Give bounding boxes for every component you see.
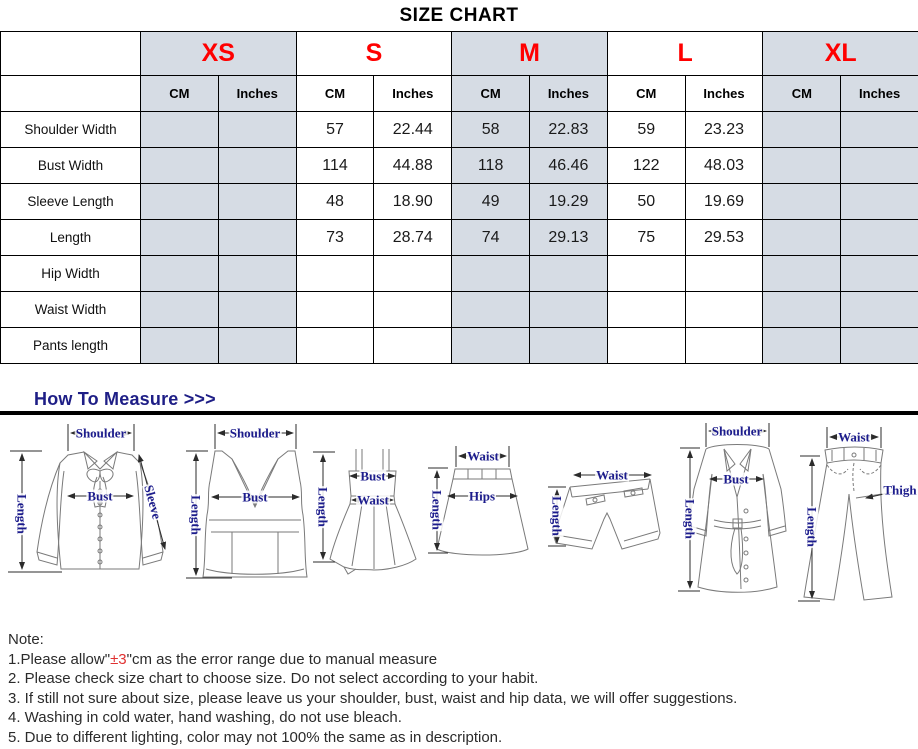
table-cell (763, 112, 841, 148)
measurement-figures (0, 419, 918, 622)
table-cell: 44.88 (374, 148, 452, 184)
unit-header: CM (141, 76, 219, 112)
note-line-3: 3. If still not sure about size, please leave us your shoulder, bust, waist and hip data, we will offer suggestions. (8, 689, 738, 707)
table-cell (296, 328, 374, 364)
table-cell: 18.90 (374, 184, 452, 220)
table-cell (607, 292, 685, 328)
table-row (1, 148, 918, 184)
note-text: "cm as the error range due to manual measure (126, 650, 438, 668)
measure-label: Waist (596, 467, 628, 483)
table-cell: 74 (452, 220, 530, 256)
table-cell (452, 292, 530, 328)
measurement-label: Length (1, 220, 141, 256)
measure-label: Waist (467, 448, 499, 464)
measure-label: Shoulder (711, 423, 763, 439)
table-cell (841, 112, 918, 148)
table-cell: 57 (296, 112, 374, 148)
measure-label: Length (429, 490, 445, 530)
table-cell (841, 148, 918, 184)
measurement-arrows (8, 423, 893, 601)
note-text: 1.Please allow" (8, 650, 111, 668)
unit-header: CM (607, 76, 685, 112)
page-title: SIZE CHART (399, 4, 519, 26)
table-cell (141, 292, 219, 328)
size-header-l: L (607, 32, 763, 76)
table-cell: 23.23 (685, 112, 763, 148)
table-row (1, 328, 918, 364)
table-cell (218, 148, 296, 184)
table-cell (530, 292, 608, 328)
table-cell (841, 292, 918, 328)
measure-label: Shoulder (75, 425, 127, 441)
notes-section (0, 630, 918, 747)
measure-label: Length (315, 487, 331, 527)
unit-header: Inches (841, 76, 918, 112)
table-cell: 29.53 (685, 220, 763, 256)
measurement-label: Shoulder Width (1, 112, 141, 148)
table-cell (141, 328, 219, 364)
table-cell: 19.69 (685, 184, 763, 220)
table-cell: 59 (607, 112, 685, 148)
table-cell (141, 256, 219, 292)
measure-label: Length (682, 499, 698, 539)
note-line-5: 5. Due to different lighting, color may not 100% the same as in description. (8, 728, 503, 746)
table-row (1, 220, 918, 256)
table-cell: 46.46 (530, 148, 608, 184)
table-cell (452, 256, 530, 292)
table-cell (452, 328, 530, 364)
note-line-4: 4. Washing in cold water, hand washing, do not use bleach. (8, 709, 402, 726)
table-row (1, 256, 918, 292)
corner-cell (1, 32, 141, 76)
table-cell: 19.29 (530, 184, 608, 220)
table-cell (141, 184, 219, 220)
unit-header: Inches (530, 76, 608, 112)
table-cell: 122 (607, 148, 685, 184)
measure-label: Length (549, 496, 565, 536)
measure-label: Bust (723, 471, 749, 487)
measure-label: Length (188, 495, 204, 535)
measure-label: Bust (242, 489, 268, 505)
table-cell: 73 (296, 220, 374, 256)
divider-line (0, 411, 918, 415)
table-cell (141, 112, 219, 148)
table-cell (218, 292, 296, 328)
table-cell: 48 (296, 184, 374, 220)
table-cell (141, 148, 219, 184)
how-to-measure-heading: How To Measure >>> (34, 389, 216, 409)
table-cell (141, 220, 219, 256)
table-cell: 75 (607, 220, 685, 256)
table-row (1, 184, 918, 220)
unit-header: Inches (685, 76, 763, 112)
table-cell (218, 256, 296, 292)
measurement-label: Hip Width (1, 256, 141, 292)
table-cell (763, 328, 841, 364)
unit-header-row (1, 76, 918, 112)
table-cell: 58 (452, 112, 530, 148)
measure-label: Shoulder (229, 425, 281, 441)
table-row (1, 292, 918, 328)
measure-label: Waist (357, 492, 389, 508)
unit-header: CM (763, 76, 841, 112)
measurement-label: Pants length (1, 328, 141, 364)
table-cell (607, 256, 685, 292)
size-header-xs: XS (141, 32, 297, 76)
table-cell (218, 328, 296, 364)
size-header-s: S (296, 32, 452, 76)
table-cell (763, 292, 841, 328)
measure-label: Length (804, 507, 820, 547)
table-cell (685, 328, 763, 364)
measurement-label: Bust Width (1, 148, 141, 184)
table-cell: 22.83 (530, 112, 608, 148)
table-cell (841, 184, 918, 220)
table-cell (374, 328, 452, 364)
unit-header: CM (452, 76, 530, 112)
note-line-1 (8, 650, 918, 670)
table-cell (530, 256, 608, 292)
measure-label: Sleeve (141, 483, 165, 521)
table-cell (763, 256, 841, 292)
unit-header: CM (296, 76, 374, 112)
table-cell (841, 256, 918, 292)
note-line-2: 2. Please check size chart to choose size. Do not select according to your habit. (8, 670, 539, 687)
unit-header: Inches (374, 76, 452, 112)
size-header-row (1, 32, 918, 76)
table-cell (374, 256, 452, 292)
table-cell (685, 292, 763, 328)
measure-label: Length (14, 494, 30, 534)
corner-cell (1, 76, 141, 112)
measurement-figures-art (0, 419, 918, 622)
measure-label: Thigh (883, 482, 917, 498)
table-cell: 49 (452, 184, 530, 220)
size-header-xl: XL (763, 32, 918, 76)
size-header-m: M (452, 32, 608, 76)
table-row (1, 112, 918, 148)
table-cell (218, 184, 296, 220)
measure-label: Waist (838, 429, 870, 445)
table-cell (763, 148, 841, 184)
unit-header: Inches (218, 76, 296, 112)
table-cell (374, 292, 452, 328)
table-cell (530, 328, 608, 364)
table-cell: 28.74 (374, 220, 452, 256)
size-chart-table (0, 31, 918, 364)
table-cell (763, 220, 841, 256)
table-cell: 118 (452, 148, 530, 184)
measure-label: Hips (468, 488, 496, 504)
table-cell (763, 184, 841, 220)
table-cell: 114 (296, 148, 374, 184)
garment-outlines (37, 445, 892, 601)
measure-label: Bust (87, 488, 113, 504)
table-cell (296, 256, 374, 292)
notes-title: Note: (8, 631, 44, 648)
table-cell (841, 328, 918, 364)
table-cell: 48.03 (685, 148, 763, 184)
table-cell: 22.44 (374, 112, 452, 148)
table-cell (685, 256, 763, 292)
measurement-label: Waist Width (1, 292, 141, 328)
measure-label: Bust (360, 468, 386, 484)
table-cell (607, 328, 685, 364)
table-cell: 50 (607, 184, 685, 220)
table-cell (218, 112, 296, 148)
table-cell (218, 220, 296, 256)
table-cell (841, 220, 918, 256)
note-error-range: ±3 (110, 650, 127, 668)
table-cell: 29.13 (530, 220, 608, 256)
table-cell (296, 292, 374, 328)
measurement-label: Sleeve Length (1, 184, 141, 220)
